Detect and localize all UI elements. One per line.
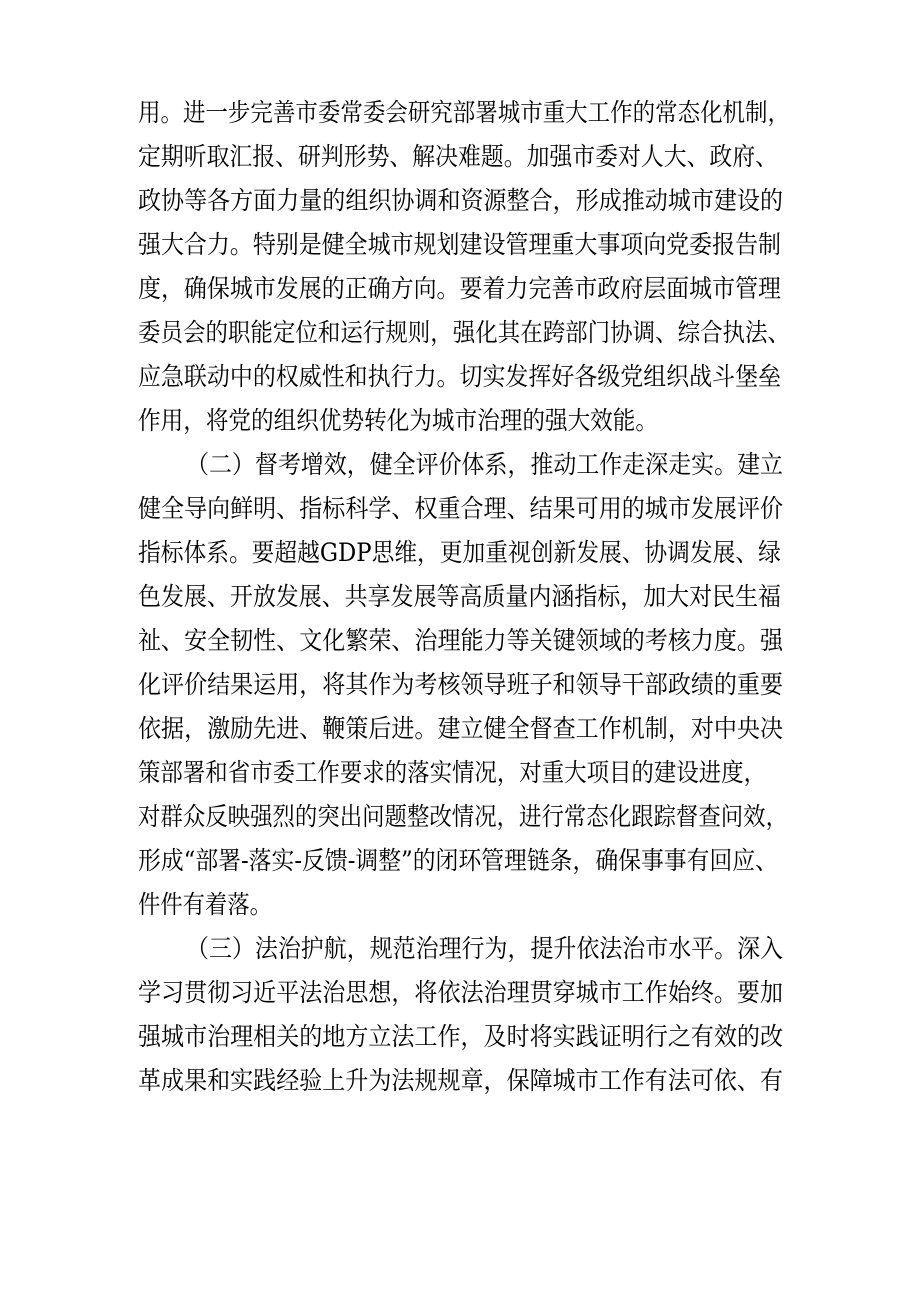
text-line: 应急联动中的权威性和执行力。切实发挥好各级党组织战斗堡垒 — [138, 362, 782, 391]
section-heading-line: （二）督考增效，健全评价体系，推动工作走深走实。建立 — [186, 450, 784, 479]
text-line: 强大合力。特别是健全城市规划建设管理重大事项向党委报告制 — [138, 230, 782, 259]
text-line: 依据，激励先进、鞭策后进。建立健全督查工作机制，对中央决 — [138, 714, 784, 743]
text-line: 形成“部署-落实-反馈-调整”的闭环管理链条，确保事事有回应、 — [138, 846, 778, 875]
text-line: 委员会的职能定位和运行规则，强化其在跨部门协调、综合执法、 — [138, 318, 791, 347]
text-line: 定期听取汇报、研判形势、解决难题。加强市委对人大、政府、 — [138, 142, 779, 171]
text-line: 强城市治理相关的地方立法工作，及时将实践证明行之有效的改 — [138, 1022, 784, 1051]
text-line: 政协等各方面力量的组织协调和资源整合，形成推动城市建设的 — [138, 186, 784, 215]
section-heading-line: （三）法治护航，规范治理行为，提升依法治市水平。深入 — [186, 934, 784, 963]
text-line: 件件有着落。 — [138, 890, 273, 919]
text-line: 指标体系。要超越GDP思维，更加重视创新发展、协调发展、绿 — [138, 538, 781, 567]
text-line: 作用，将党的组织优势转化为城市治理的强大效能。 — [138, 406, 659, 435]
text-line: 度，确保城市发展的正确方向。要着力完善市政府层面城市管理 — [138, 274, 782, 303]
text-line: 对群众反映强烈的突出问题整改情况，进行常态化跟踪督查问效， — [138, 802, 789, 831]
text-line: 化评价结果运用，将其作为考核领导班子和领导干部政绩的重要 — [138, 670, 784, 699]
text-line: 健全导向鲜明、指标科学、权重合理、结果可用的城市发展评价 — [138, 494, 784, 523]
text-line: 用。进一步完善市委常委会研究部署城市重大工作的常态化机制， — [138, 98, 791, 127]
text-line: 策部署和省市委工作要求的落实情况，对重大项目的建设进度， — [138, 758, 767, 787]
text-line: 祉、安全韧性、文化繁荣、治理能力等关键领域的考核力度。强 — [138, 626, 784, 655]
text-line: 革成果和实践经验上升为法规规章，保障城市工作有法可依、有 — [138, 1066, 784, 1095]
text-line: 色发展、开放发展、共享发展等高质量内涵指标，加大对民生福 — [138, 582, 782, 611]
text-line: 学习贯彻习近平法治思想，将依法治理贯穿城市工作始终。要加 — [138, 978, 784, 1007]
